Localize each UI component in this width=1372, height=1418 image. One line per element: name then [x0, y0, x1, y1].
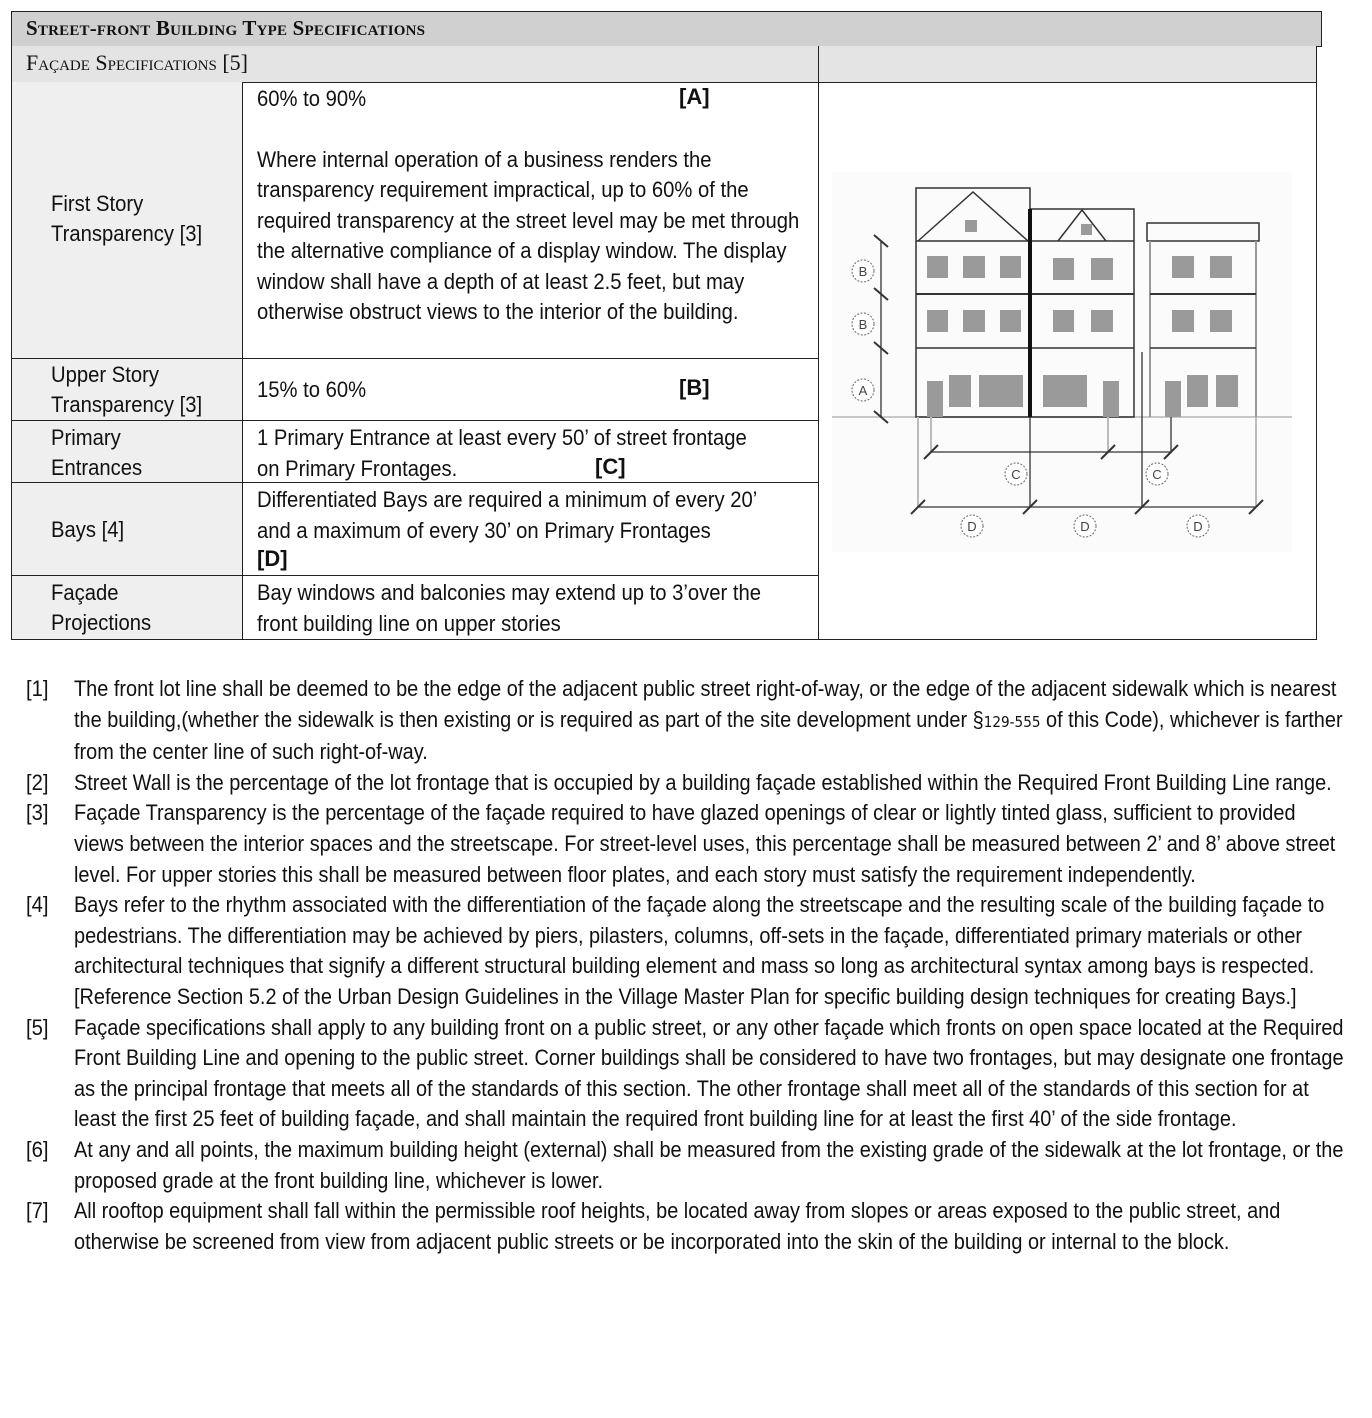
- window: [1053, 258, 1074, 280]
- row-label-line: Entrances: [51, 455, 143, 480]
- window: [963, 256, 985, 278]
- storefront-window: [1216, 375, 1238, 407]
- row-value: 15% to 60%: [257, 377, 367, 402]
- row-label-line: Transparency [3]: [51, 221, 203, 246]
- label-b: B: [858, 317, 868, 332]
- window: [963, 310, 985, 332]
- building-elevation-diagram: [832, 172, 1292, 552]
- value-line: Differentiated Bays are required a minimum of every 20’: [257, 487, 758, 512]
- row-value: [257, 423, 772, 484]
- storefront-window: [979, 375, 1023, 407]
- column-divider: [818, 82, 819, 639]
- footnote-4: [26, 890, 1356, 1012]
- footnote-number: [2]: [26, 769, 49, 795]
- row-label: [51, 360, 221, 420]
- value-detail: Where internal operation of a business renders the transparency requirement impractical, up to 60% of the required transparency at the street level may be met through the alternative compliance of a display window. The display window shall have a depth of at least 2.5 feet, but may otherwise obstruct views to the interior of the building.: [257, 146, 800, 324]
- row-value: [257, 485, 772, 546]
- label-a: A: [858, 383, 868, 398]
- table-row-first-story-transparency: [12, 82, 818, 359]
- row-label-line: Upper Story: [51, 362, 159, 387]
- value-line: Bay windows and balconies may extend up to 3’over the: [257, 580, 762, 605]
- row-label-line: Façade: [51, 580, 119, 605]
- footnote-text: Façade Transparency is the percentage of the façade required to have glazed openings of clear or lightly tinted glass, sufficient to provided views between the interior spaces and the streetscape. For street-level uses, this percentage shall be measured between 2’ and 8’ above street level. For upper stories this shall be measured between floor plates, and each story must satisfy the requirement independently.: [74, 800, 1336, 887]
- diagram-ref-c: [C]: [595, 454, 626, 479]
- footnote-text: At any and all points, the maximum building height (external) shall be measured from the existing grade of the sidewalk at the lot frontage, or the proposed grade at the front building line, whichever is lower.: [74, 1136, 1344, 1193]
- storefront-window: [1187, 375, 1208, 407]
- row-label-line: Transparency [3]: [51, 392, 203, 417]
- window: [1091, 310, 1113, 332]
- label-c: C: [1152, 467, 1162, 482]
- row-value: [257, 578, 772, 639]
- value-line: front building line on upper stories: [257, 610, 561, 636]
- row-label: [51, 578, 221, 638]
- row-label: [51, 189, 221, 249]
- label-c: C: [1011, 467, 1021, 482]
- label-d: D: [967, 519, 977, 534]
- footnote-number: [1]: [26, 676, 49, 701]
- row-label-line: First Story: [51, 191, 144, 216]
- diagram-ref-a: [A]: [679, 84, 710, 109]
- windows: [927, 220, 1238, 417]
- label-d: D: [1080, 519, 1090, 534]
- row-label: Bays [4]: [51, 517, 125, 542]
- storefront-window: [1043, 375, 1087, 407]
- gable-roof: [918, 192, 1028, 241]
- footnote-3: [26, 798, 1356, 890]
- window: [1053, 310, 1074, 332]
- storefront-window: [949, 375, 971, 407]
- row-label-line: Projections: [51, 610, 152, 635]
- value-line: on Primary Frontages.: [257, 455, 458, 481]
- window: [1091, 258, 1113, 280]
- footnote-5: [26, 1013, 1356, 1135]
- footnote-1: [26, 674, 1356, 768]
- door: [1165, 381, 1181, 417]
- window: [927, 256, 948, 278]
- footnote-text: Bays refer to the rhythm associated with the differentiation of the façade along the streetscape and the resulting scale of the building façade to pedestrians. The differentiation may be achieved by piers, pilasters, columns, off-sets in the façade, differentiated primary materials or other architectural techniques that signify a different structural building element and mass so long as architectural syntax among bays is respected. [Reference Section 5.2 of the Urban Design Guidelines in the Village Master Plan for specific building design techniques for creating Bays.]: [74, 892, 1325, 1009]
- window: [1210, 256, 1232, 278]
- parapet: [1147, 223, 1259, 241]
- footnotes: [26, 674, 1356, 1257]
- window: [1172, 256, 1194, 278]
- value-line: 1 Primary Entrance at least every 50’ of street frontage: [257, 425, 747, 450]
- window: [1000, 310, 1021, 332]
- table-row-primary-entrances: [12, 421, 818, 483]
- row-value: [257, 84, 800, 328]
- footnote-number: [4]: [26, 892, 49, 918]
- diagram-ref-d: [D]: [257, 546, 288, 571]
- footnote-number: [6]: [26, 1136, 49, 1162]
- door: [927, 381, 943, 417]
- label-d: D: [1193, 519, 1203, 534]
- footnote-text: [74, 674, 1346, 768]
- row-label-line: Primary: [51, 425, 121, 450]
- window: [1210, 310, 1232, 332]
- footnote-text: Street Wall is the percentage of the lot frontage that is occupied by a building façade established within the Required Front Building Line range.: [74, 769, 1332, 795]
- footnote-number: [3]: [26, 800, 49, 826]
- table-row-upper-story-transparency: [12, 359, 818, 421]
- section-reference: 129-555: [983, 712, 1041, 731]
- window: [965, 220, 977, 232]
- window: [1172, 310, 1194, 332]
- column-divider: [818, 46, 819, 82]
- label-b: B: [858, 264, 868, 279]
- footnote-text: Façade specifications shall apply to any building front on a public street, or any other façade which fronts on open space located at the Required Front Building Line and opening to the public street. Corner buildings shall be considered to have two frontages, but may designate one frontage as the principal frontage that meets all of the standards of this section. The other frontage shall meet all of the standards of this section for at least the first 25 feet of building façade, and shall maintain the required front building line for at least the first 40’ of the side frontage.: [74, 1014, 1344, 1132]
- footnote-7: [26, 1196, 1356, 1257]
- footnote-text: All rooftop equipment shall fall within the permissible roof heights, be located away from slopes or areas exposed to the public street, and otherwise be screened from view from adjacent public streets or be incorporated into the skin of the building or internal to the block.: [74, 1198, 1281, 1254]
- window: [927, 310, 948, 332]
- diagram-ref-b: [B]: [679, 375, 710, 400]
- section-header: [11, 46, 1317, 83]
- value-range: 60% to 90%: [257, 86, 367, 111]
- table-row-facade-projections: [12, 576, 818, 638]
- window: [1081, 224, 1092, 235]
- footnote-number: [7]: [26, 1198, 49, 1224]
- elevation-svg: [832, 172, 1292, 552]
- section-title: Façade Specifications [5]: [26, 50, 248, 75]
- footnote-text-part: of this Code), whichever is farther from the center line of such right-of-way.: [74, 706, 1343, 765]
- door: [1103, 381, 1119, 417]
- footnote-6: [26, 1135, 1356, 1196]
- value-line: and a maximum of every 30’ on Primary Frontages: [257, 517, 711, 543]
- footnote-2: [26, 768, 1356, 799]
- row-label: [51, 423, 221, 483]
- footnote-text-part: The front lot line shall be deemed to be the edge of the adjacent public street right-of-way, or the edge of the adjacent sidewalk which is nearest the building,(whether the sidewalk is then existing or is required as part of the site development under §: [74, 676, 1337, 732]
- footnote-number: [5]: [26, 1014, 49, 1040]
- table-title: Street-front Building Type Specifications: [11, 11, 1322, 47]
- window: [1000, 256, 1021, 278]
- table-row-bays: [12, 483, 818, 576]
